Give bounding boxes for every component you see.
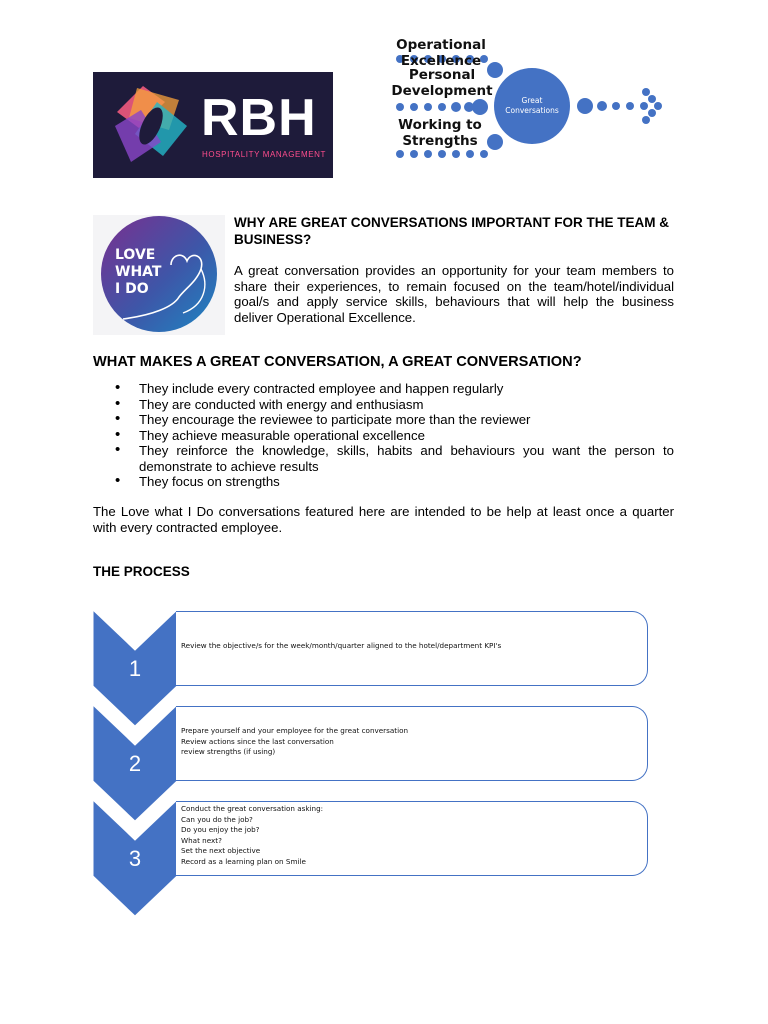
list-item: • They focus on strengths bbox=[93, 474, 674, 490]
diagram-center-label: Great Conversations bbox=[505, 96, 559, 115]
diagram-label-operational-excellence: Operational Excellence bbox=[396, 37, 486, 69]
step-3-text bbox=[181, 804, 323, 867]
process-heading: THE PROCESS bbox=[93, 564, 190, 579]
step-line: Prepare yourself and your employee for the great conversation bbox=[181, 726, 409, 735]
list-item: • They encourage the reviewee to participate more than the reviewer bbox=[93, 412, 674, 428]
badge-line-love: LOVE bbox=[115, 247, 156, 263]
intro-question: WHY ARE GREAT CONVERSATIONS IMPORTANT FOR THE TEAM & BUSINESS? bbox=[234, 215, 669, 247]
badge-line-what: WHAT bbox=[115, 264, 162, 280]
list-item: • They are conducted with energy and enthusiasm bbox=[93, 397, 674, 413]
list-item: • They achieve measurable operational excellence bbox=[93, 428, 674, 444]
rbh-logo bbox=[93, 72, 333, 178]
list-item: • They reinforce the knowledge, skills, habits and behaviours you want the person to demonstrate to achieve results bbox=[93, 443, 674, 474]
list-item: • They include every contracted employee and happen regularly bbox=[93, 381, 674, 397]
diagram-label-personal-development: Personal Development bbox=[391, 67, 493, 99]
step-line: What next? bbox=[181, 835, 222, 845]
logo-tagline: HOSPITALITY MANAGEMENT bbox=[202, 150, 327, 159]
love-what-i-do-badge bbox=[93, 215, 225, 335]
step-line: Set the next objective bbox=[181, 846, 261, 855]
logo-mark-icon bbox=[107, 82, 193, 168]
step-line: Record as a learning plan on Smile bbox=[181, 856, 306, 866]
step-1-number: 1 bbox=[128, 656, 142, 681]
logo-wordmark: RBH bbox=[201, 89, 317, 147]
step-line: Conduct the great conversation asking: bbox=[181, 804, 324, 813]
criteria-list bbox=[93, 381, 674, 490]
step-3-number: 3 bbox=[128, 846, 142, 871]
intro-paragraph: A great conversation provides an opportunity for your team members to share their experiences, to remain focused on the team/hotel/individual goal/s and apply service skills, behaviours that will help the business deliver Operational Excellence. bbox=[234, 263, 674, 325]
step-line: review strengths (if using) bbox=[181, 747, 276, 756]
step-1-text bbox=[181, 641, 501, 652]
step-2-number: 2 bbox=[128, 751, 142, 776]
section-heading: WHAT MAKES A GREAT CONVERSATION, A GREAT CONVERSATION? bbox=[93, 354, 582, 370]
diagram-label-working-to-strengths: Working to Strengths bbox=[398, 117, 482, 149]
closing-paragraph: The Love what I Do conversations featured here are intended to be help at least once a quarter with every contracted employee. bbox=[93, 504, 674, 535]
badge-line-i-do: I DO bbox=[115, 281, 149, 297]
step-2-text bbox=[181, 726, 408, 758]
step-line: Can you do the job? bbox=[181, 814, 253, 824]
step-line: Do you enjoy the job? bbox=[181, 825, 260, 834]
step-line: Review actions since the last conversation bbox=[181, 736, 334, 746]
step-line: Review the objective/s for the week/month/quarter aligned to the hotel/department KPI's bbox=[181, 641, 502, 650]
